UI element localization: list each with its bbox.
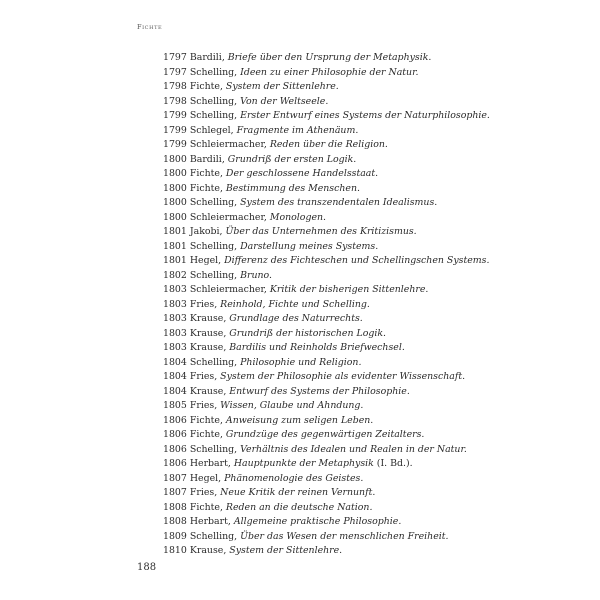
- entry-author: Schlegel: [189, 124, 231, 136]
- entry-author: Krause: [189, 313, 224, 324]
- entry-year: 1803: [163, 284, 187, 295]
- entry-year: 1806: [163, 414, 187, 426]
- entry-author: Bardili: [189, 153, 222, 165]
- entry-author: Schelling: [189, 95, 235, 107]
- chronology-entry: 1797 Schelling, Ideen zu einer Philosophie der Natur.: [163, 66, 419, 78]
- entry-work: Philosophie und Religion.: [240, 356, 362, 368]
- running-head: Fichte: [137, 23, 163, 31]
- entry-work: System der Philosophie als evidenter Wissenschaft.: [220, 371, 466, 382]
- chronology-entry: 1807 Fries, Neue Kritik der reinen Vernunft.: [163, 487, 376, 498]
- entry-work: Hauptpunkte der Metaphysik: [233, 458, 374, 469]
- entry-work: Anweisung zum seligen Leben.: [225, 414, 374, 426]
- entry-year: 1803: [163, 342, 187, 353]
- entry-work: Fragmente im Athenäum.: [236, 124, 359, 136]
- entry-author: Schelling: [189, 66, 235, 78]
- entry-author: Fries: [189, 487, 215, 498]
- chronology-entry: 1798 Schelling, Von der Weltseele.: [163, 95, 329, 107]
- entry-work: Monologen.: [269, 211, 327, 223]
- entry-work: System der Sittenlehre.: [229, 545, 343, 556]
- chronology-entry: 1802 Schelling, Bruno.: [163, 269, 273, 281]
- chronology-entry: 1803 Krause, Grundriß der historischen Logik.: [163, 327, 387, 339]
- entry-work: Kritik der bisherigen Sittenlehre.: [269, 284, 429, 295]
- entry-year: 1805: [163, 400, 187, 411]
- chronology-entry: 1808 Herbart, Allgemeine praktische Philosophie.: [163, 516, 402, 527]
- entry-author: Bardili: [189, 52, 222, 63]
- entry-author: Fries: [189, 400, 215, 411]
- entry-suffix: (I. Bd.).: [373, 458, 413, 469]
- entry-author: Fichte: [189, 429, 220, 440]
- entry-year: 1804: [163, 385, 187, 397]
- chronology-entry: 1797 Bardili, Briefe über den Ursprung der Metaphysik.: [163, 52, 432, 63]
- entry-author: Schelling: [189, 269, 235, 281]
- entry-author: Fichte: [189, 414, 220, 426]
- entry-year: 1797: [163, 66, 187, 78]
- entry-work: Der geschlossene Handelsstaat.: [225, 168, 379, 179]
- entry-work: Phänomenologie des Geistes.: [224, 472, 364, 484]
- entry-year: 1807: [163, 487, 187, 498]
- chronology-entry: 1810 Krause, System der Sittenlehre.: [163, 545, 343, 556]
- entry-year: 1801: [163, 240, 187, 252]
- entry-work: Briefe über den Ursprung der Metaphysik.: [227, 52, 432, 63]
- chronology-entry: 1798 Fichte, System der Sittenlehre.: [163, 81, 339, 92]
- entry-work: Erster Entwurf eines Systems der Naturphilosophie.: [240, 110, 490, 121]
- entry-year: 1808: [163, 516, 187, 527]
- entry-work: System der Sittenlehre.: [225, 81, 339, 92]
- entry-work: Grundzüge des gegenwärtigen Zeitalters.: [225, 429, 425, 440]
- chronology-entry: 1809 Schelling, Über das Wesen der menschlichen Freiheit.: [163, 530, 449, 542]
- entry-author: Schelling: [189, 197, 235, 208]
- chronology-entry: 1804 Schelling, Philosophie und Religion.: [163, 356, 362, 368]
- entry-author: Schleiermacher: [189, 211, 264, 223]
- chronology-entry: 1803 Krause, Bardilis und Reinholds Briefwechsel.: [163, 342, 405, 353]
- entry-work: Grundlage des Naturrechts.: [229, 313, 363, 324]
- entry-year: 1799: [163, 110, 187, 121]
- entry-work: Entwurf des Systems der Philosophie.: [229, 385, 410, 397]
- entry-year: 1803: [163, 298, 187, 310]
- entry-author: Schleiermacher: [189, 139, 264, 150]
- chronology-entry: 1801 Schelling, Darstellung meines Systems.: [163, 240, 379, 252]
- entry-work: Bardilis und Reinholds Briefwechsel.: [229, 342, 405, 353]
- entry-work: System des transzendentalen Idealismus.: [240, 197, 438, 208]
- entry-author: Herbart: [189, 458, 228, 469]
- chronology-entry: 1800 Schelling, System des transzendentalen Idealismus.: [163, 197, 438, 208]
- entry-author: Hegel: [189, 255, 219, 266]
- entry-year: 1798: [163, 81, 187, 92]
- entry-year: 1806: [163, 443, 187, 455]
- chronology-entry: 1801 Hegel, Differenz des Fichteschen und Schellingschen Systems.: [163, 255, 490, 266]
- entry-year: 1800: [163, 211, 187, 223]
- entry-author: Schleiermacher: [189, 284, 264, 295]
- entry-work: Neue Kritik der reinen Vernunft.: [220, 487, 376, 498]
- entry-work: Bestimmung des Menschen.: [225, 182, 360, 194]
- chronology-entry: 1803 Fries, Reinhold, Fichte und Schelling.: [163, 298, 370, 310]
- entry-author: Fichte: [189, 168, 220, 179]
- entry-author: Herbart: [189, 516, 228, 527]
- chronology-entry: 1800 Bardili, Grundriß der ersten Logik.: [163, 153, 357, 165]
- entry-year: 1800: [163, 197, 187, 208]
- chronology-entry: 1799 Schlegel, Fragmente im Athenäum.: [163, 124, 359, 136]
- chronology-entry: 1806 Fichte, Grundzüge des gegenwärtigen Zeitalters.: [163, 429, 425, 440]
- entry-work: Wissen, Glaube und Ahndung.: [220, 400, 364, 411]
- entry-work: Reinhold, Fichte und Schelling.: [220, 298, 370, 310]
- entry-author: Fries: [189, 371, 215, 382]
- entry-work: Von der Weltseele.: [240, 95, 329, 107]
- chronology-entry: 1804 Fries, System der Philosophie als evidenter Wissenschaft.: [163, 371, 466, 382]
- entry-author: Schelling: [189, 443, 235, 455]
- entry-work: Über das Unternehmen des Kritizismus.: [225, 226, 417, 237]
- entry-year: 1804: [163, 371, 187, 382]
- entry-year: 1803: [163, 327, 187, 339]
- chronology-entry: 1805 Fries, Wissen, Glaube und Ahndung.: [163, 400, 364, 411]
- entry-year: 1799: [163, 139, 187, 150]
- entry-work: Darstellung meines Systems.: [240, 240, 379, 252]
- entry-year: 1800: [163, 153, 187, 165]
- entry-author: Fichte: [189, 182, 220, 194]
- chronology-entry: 1800 Schleiermacher, Monologen.: [163, 211, 327, 223]
- entry-year: 1807: [163, 472, 187, 484]
- entry-author: Schelling: [189, 240, 235, 252]
- page-number: 188: [137, 562, 157, 573]
- entry-year: 1809: [163, 530, 187, 542]
- entry-work: Ideen zu einer Philosophie der Natur.: [240, 66, 419, 78]
- chronology-entry: 1799 Schelling, Erster Entwurf eines Systems der Naturphilosophie.: [163, 110, 490, 121]
- entry-author: Hegel: [189, 472, 219, 484]
- entry-author: Krause: [189, 327, 224, 339]
- entry-year: 1806: [163, 429, 187, 440]
- entry-year: 1801: [163, 255, 187, 266]
- chronology-entry: 1800 Fichte, Bestimmung des Menschen.: [163, 182, 360, 194]
- entry-work: Über das Wesen der menschlichen Freiheit.: [240, 530, 449, 542]
- entry-author: Krause: [189, 342, 224, 353]
- chronology-entry: 1799 Schleiermacher, Reden über die Religion.: [163, 139, 388, 150]
- entry-year: 1801: [163, 226, 187, 237]
- chronology-entry: 1807 Hegel, Phänomenologie des Geistes.: [163, 472, 364, 484]
- entry-author: Schelling: [189, 356, 235, 368]
- entry-work: Reden an die deutsche Nation.: [225, 501, 373, 513]
- chronology-entry: 1806 Herbart, Hauptpunkte der Metaphysik (I. Bd.).: [163, 458, 413, 469]
- entry-year: 1798: [163, 95, 187, 107]
- entry-year: 1804: [163, 356, 187, 368]
- entry-author: Jakobi: [189, 226, 220, 237]
- entry-year: 1808: [163, 501, 187, 513]
- entry-year: 1810: [163, 545, 187, 556]
- entry-author: Fichte: [189, 501, 220, 513]
- entry-author: Fries: [189, 298, 215, 310]
- chronology-entry: 1804 Krause, Entwurf des Systems der Philosophie.: [163, 385, 410, 397]
- entry-work: Bruno.: [240, 269, 273, 281]
- entry-work: Verhältnis des Idealen und Realen in der Natur.: [240, 443, 467, 455]
- entry-author: Krause: [189, 385, 224, 397]
- chronology-entry: 1806 Schelling, Verhältnis des Idealen und Realen in der Natur.: [163, 443, 467, 455]
- chronology-entry: 1803 Krause, Grundlage des Naturrechts.: [163, 313, 363, 324]
- chronology-entry: 1800 Fichte, Der geschlossene Handelsstaat.: [163, 168, 379, 179]
- chronology-entry: 1801 Jakobi, Über das Unternehmen des Kritizismus.: [163, 226, 417, 237]
- chronology-entry: 1803 Schleiermacher, Kritik der bisherigen Sittenlehre.: [163, 284, 429, 295]
- entry-year: 1800: [163, 168, 187, 179]
- entry-work: Reden über die Religion.: [269, 139, 388, 150]
- entry-work: Grundriß der ersten Logik.: [227, 153, 357, 165]
- chronology-list: [163, 51, 490, 559]
- chronology-entry: 1806 Fichte, Anweisung zum seligen Leben.: [163, 414, 374, 426]
- entry-author: Fichte: [189, 81, 220, 92]
- entry-author: Schelling: [189, 110, 235, 121]
- entry-author: Krause: [189, 545, 224, 556]
- chronology-entry: 1808 Fichte, Reden an die deutsche Nation.: [163, 501, 373, 513]
- entry-year: 1803: [163, 313, 187, 324]
- entry-work: Differenz des Fichteschen und Schellingschen Systems.: [224, 255, 490, 266]
- entry-year: 1802: [163, 269, 187, 281]
- entry-year: 1800: [163, 182, 187, 194]
- entry-work: Allgemeine praktische Philosophie.: [233, 516, 402, 527]
- entry-year: 1797: [163, 52, 187, 63]
- entry-year: 1799: [163, 124, 187, 136]
- entry-work: Grundriß der historischen Logik.: [229, 327, 387, 339]
- entry-year: 1806: [163, 458, 187, 469]
- entry-author: Schelling: [189, 530, 235, 542]
